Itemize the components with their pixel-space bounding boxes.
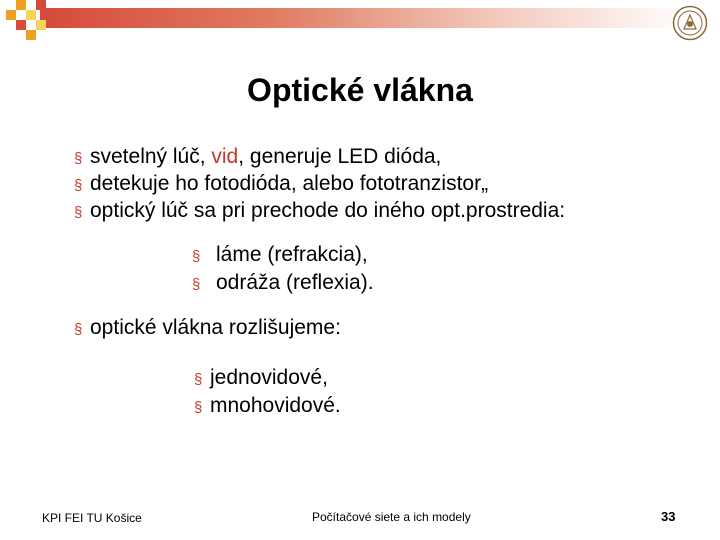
slide-title: Optické vlákna	[247, 72, 473, 108]
second-bullet-list	[74, 314, 341, 341]
list-item: § optické vlákna rozlišujeme:	[74, 314, 341, 341]
list-item: § detekuje ho fotodióda, alebo fototranzistor„	[74, 170, 565, 197]
list-item: § svetelný lúč, vid, generuje LED dióda,	[74, 143, 565, 170]
university-seal-icon	[672, 5, 708, 41]
main-bullet-list	[74, 143, 565, 224]
decor-square	[16, 0, 26, 10]
footer-institution: KPI FEI TU Košice	[42, 511, 142, 525]
list-item: § mnohovidové.	[194, 392, 341, 420]
bullet-marker: §	[74, 177, 83, 194]
list-item: § odráža (reflexia).	[192, 269, 374, 297]
list-item: § optický lúč sa pri prechode do iného opt.prostredia:	[74, 197, 565, 224]
bullet-marker: §	[74, 150, 83, 167]
decor-square	[36, 20, 46, 30]
bullet-marker: §	[74, 204, 83, 221]
header-gradient-bar	[40, 8, 690, 28]
bullet-marker: §	[192, 248, 201, 265]
list-item: § jednovidové,	[194, 364, 341, 392]
sub-bullet-list	[192, 241, 374, 297]
fiber-types-list	[194, 364, 341, 420]
footer-course-title: Počítačové siete a ich modely	[312, 510, 471, 524]
bullet-marker: §	[194, 371, 203, 388]
page-number: 33	[661, 509, 676, 524]
list-item: § láme (refrakcia),	[192, 241, 374, 269]
bullet-marker: §	[74, 321, 83, 338]
decor-square	[26, 30, 36, 40]
decor-square	[36, 0, 46, 10]
decor-square	[26, 10, 36, 20]
decor-square	[16, 20, 26, 30]
bullet-marker: §	[192, 276, 201, 293]
decor-square	[6, 10, 16, 20]
bullet-marker: §	[194, 399, 203, 416]
highlighted-word: vid	[211, 145, 239, 168]
